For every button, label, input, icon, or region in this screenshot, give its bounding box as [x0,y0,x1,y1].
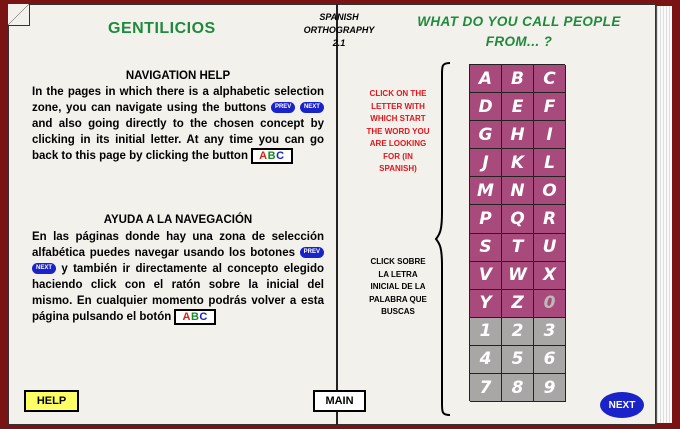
letter-cell-k[interactable]: K [502,149,534,177]
letter-cell-v[interactable]: V [470,262,502,290]
digit-cell-8[interactable]: 8 [502,374,534,402]
alphabet-selection-grid [469,64,565,401]
help-text-en-part1: In the pages in which there is a alphabetic selection zone, you can navigate using the buttons [32,86,324,114]
abc-button-icon: ABC [251,148,292,164]
letter-cell-h[interactable]: H [502,121,534,149]
curly-brace-icon [434,62,454,416]
letter-cell-z[interactable]: Z [502,290,534,318]
app-title [292,11,386,50]
digit-cell-0: 0 [534,290,566,318]
letter-cell-s[interactable]: S [470,234,502,262]
letter-cell-b[interactable]: B [502,65,534,93]
letter-cell-f[interactable]: F [534,93,566,121]
prev-pill-icon: PREV [271,102,295,113]
digit-cell-4[interactable]: 4 [470,346,502,374]
digit-cell-2[interactable]: 2 [502,318,534,346]
page-title-right-line2: FROM... ? [485,34,553,49]
app-version: 2.1 [332,38,346,48]
help-heading-en: NAVIGATION HELP [125,70,231,82]
letter-cell-q[interactable]: Q [502,205,534,233]
app-title-line1: SPANISH [319,12,359,22]
help-text-en-part2: and also going directly to the chosen concept by clicking in its initial letter. At any time you can go back to this page by clicking the button [32,118,324,163]
next-pill-icon: NEXT [32,263,56,274]
digit-cell-1[interactable]: 1 [470,318,502,346]
digit-cell-7[interactable]: 7 [470,374,502,402]
instruction-spanish: CLICK SOBRE LA LETRA INICIAL DE LA PALABRA QUE BUSCAS [369,257,427,316]
page-title-left: GENTILICIOS [108,20,216,37]
letter-cell-c[interactable]: C [534,65,566,93]
letter-cell-d[interactable]: D [470,93,502,121]
app-title-line2: ORTHOGRAPHY [303,25,375,35]
letter-cell-u[interactable]: U [534,234,566,262]
page-title-right [404,12,634,52]
letter-cell-y[interactable]: Y [470,290,502,318]
letter-cell-l[interactable]: L [534,149,566,177]
help-button[interactable]: HELP [24,390,79,412]
instruction-english: CLICK ON THE LETTER WITH WHICH START THE WORD YOU ARE LOOKING FOR (IN SPANISH) [366,89,430,173]
help-text-es [32,229,324,325]
letter-cell-p[interactable]: P [470,205,502,233]
help-text-es-part2: y también ir directamente al concepto elegido haciendo click con el ratón sobre la inicial del mismo. En cualquier momento podrás volver a esta página pulsando el botón [32,263,324,324]
letter-cell-e[interactable]: E [502,93,534,121]
letter-cell-a[interactable]: A [470,65,502,93]
digit-cell-3[interactable]: 3 [534,318,566,346]
letter-cell-t[interactable]: T [502,234,534,262]
help-heading-es: AYUDA A LA NAVEGACIÓN [103,214,253,226]
letter-cell-o[interactable]: O [534,177,566,205]
book-spine [336,4,338,425]
letter-cell-i[interactable]: I [534,121,566,149]
letter-cell-w[interactable]: W [502,262,534,290]
letter-cell-j[interactable]: J [470,149,502,177]
digit-cell-6[interactable]: 6 [534,346,566,374]
help-text-es-part1: En las páginas donde hay una zona de selección alfabética puedes navegar usando los botones [32,231,324,259]
letter-cell-m[interactable]: M [470,177,502,205]
next-button[interactable]: NEXT [600,392,644,418]
page-corner-icon [8,4,30,26]
letter-cell-n[interactable]: N [502,177,534,205]
page-edges [656,6,672,423]
next-pill-icon: NEXT [300,102,324,113]
abc-button-icon: ABC [174,309,215,325]
main-button[interactable]: MAIN [313,390,366,412]
digit-cell-9[interactable]: 9 [534,374,566,402]
digit-cell-5[interactable]: 5 [502,346,534,374]
page-title-right-line1: WHAT DO YOU CALL PEOPLE [417,14,621,29]
letter-cell-r[interactable]: R [534,205,566,233]
help-text-en [32,84,324,164]
letter-cell-x[interactable]: X [534,262,566,290]
letter-cell-g[interactable]: G [470,121,502,149]
prev-pill-icon: PREV [300,247,324,258]
